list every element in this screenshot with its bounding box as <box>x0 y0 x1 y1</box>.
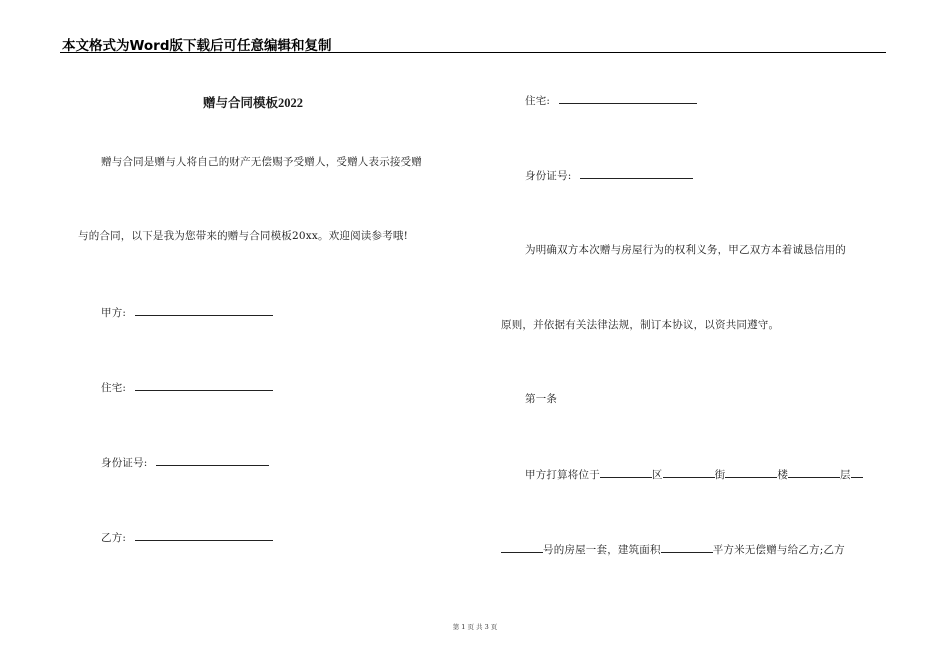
document-banner: 本文格式为Word版下载后可任意编辑和复制 <box>62 38 332 54</box>
floor-trailing-blank <box>851 467 863 478</box>
party-a-label: 甲方: <box>101 307 127 319</box>
id-number-blank-left <box>156 455 269 466</box>
clause-text-area: 平方米无偿赠与给乙方;乙方 <box>712 544 845 556</box>
article-one-heading: 第一条 <box>525 393 558 405</box>
residence-field-left <box>101 380 273 395</box>
party-b-label: 乙方: <box>101 532 127 544</box>
purpose-line-2: 原则，并依据有关法律法规，制订本协议，以资共同遵守。 <box>501 319 780 331</box>
district-blank <box>600 467 652 478</box>
street-blank <box>663 467 715 478</box>
residence-blank-right <box>559 93 697 104</box>
clause-text-floor: 层 <box>840 469 851 481</box>
clause-text-located: 甲方打算将位于 <box>525 469 600 481</box>
party-b-field <box>101 530 273 545</box>
document-title: 赠与合同模板2022 <box>203 96 304 110</box>
id-number-field-right <box>525 168 693 183</box>
clause-line-2 <box>501 542 845 557</box>
id-number-blank-right <box>580 168 693 179</box>
area-blank <box>661 542 713 553</box>
id-number-field-left <box>101 455 269 470</box>
id-number-label-right: 身份证号: <box>525 170 572 182</box>
clause-text-street: 街 <box>714 469 726 481</box>
clause-text-district: 区 <box>651 469 663 481</box>
intro-line-1: 赠与合同是赠与人将自己的财产无偿赐予受赠人，受赠人表示接受赠 <box>101 156 422 168</box>
residence-field-right <box>525 93 697 108</box>
room-number-blank <box>501 542 543 553</box>
party-a-blank <box>135 305 273 316</box>
building-blank <box>725 467 777 478</box>
floor-blank <box>788 467 840 478</box>
intro-line-2: 与的合同，以下是我为您带来的赠与合同模板20xx。欢迎阅读参考哦! <box>78 230 409 242</box>
residence-label-left: 住宅: <box>101 382 127 394</box>
clause-text-building: 楼 <box>777 469 789 481</box>
purpose-line-1: 为明确双方本次赠与房屋行为的权利义务，甲乙双方本着诚恳信用的 <box>525 244 846 256</box>
residence-blank-left <box>135 380 273 391</box>
page-indicator: 第 1 页 共 3 页 <box>452 623 498 631</box>
clause-line-1 <box>525 467 863 482</box>
id-number-label-left: 身份证号: <box>101 457 148 469</box>
clause-text-room: 号的房屋一套，建筑面积 <box>543 544 661 556</box>
residence-label-right: 住宅: <box>525 95 551 107</box>
party-a-field <box>101 305 273 320</box>
party-b-blank <box>135 530 273 541</box>
header-divider <box>60 52 886 53</box>
